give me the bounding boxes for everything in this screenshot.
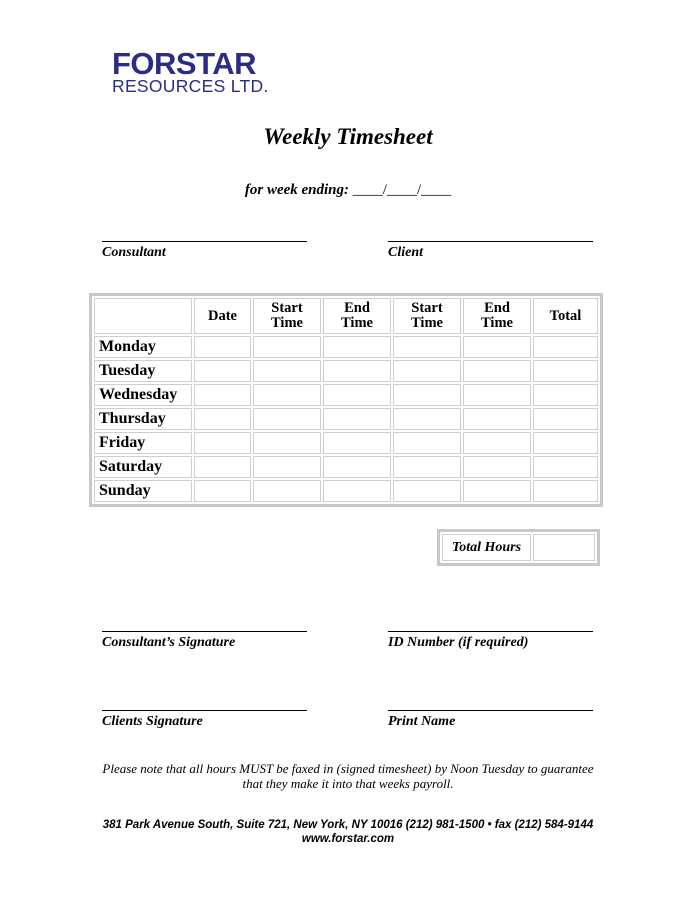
cell-wednesday-date[interactable] [194,384,251,406]
header-end-time-1-line1: End [344,300,370,316]
table-header-row [94,298,598,334]
header-start-time-2-line1: Start [411,300,443,316]
cell-thursday-total[interactable] [533,408,598,430]
day-label-saturday: Saturday [94,456,192,478]
week-ending-field[interactable] [0,182,696,199]
table-row-wednesday [94,384,598,406]
cell-tuesday-end-2[interactable] [463,360,531,382]
cell-tuesday-start-1[interactable] [253,360,321,382]
header-end-time-1-line2: Time [341,315,373,331]
cell-saturday-end-2[interactable] [463,456,531,478]
cell-sunday-end-1[interactable] [323,480,391,502]
cell-wednesday-end-2[interactable] [463,384,531,406]
table-row-thursday [94,408,598,430]
page-title: Weekly Timesheet [263,124,433,149]
cell-saturday-start-2[interactable] [393,456,461,478]
cell-monday-date[interactable] [194,336,251,358]
cell-saturday-start-1[interactable] [253,456,321,478]
cell-thursday-start-2[interactable] [393,408,461,430]
cell-wednesday-start-2[interactable] [393,384,461,406]
clients-signature-label: Clients Signature [102,714,203,729]
day-label-tuesday: Tuesday [94,360,192,382]
logo-wordmark: FORSTAR [112,46,257,81]
id-number-line[interactable] [388,631,593,632]
cell-monday-start-1[interactable] [253,336,321,358]
payroll-note-line2: that they make it into that weeks payroll. [242,776,454,791]
cell-thursday-end-1[interactable] [323,408,391,430]
table-row-friday [94,432,598,454]
header-start-time-1-line2: Time [271,315,303,331]
day-label-wednesday: Wednesday [94,384,192,406]
day-label-sunday: Sunday [94,480,192,502]
cell-tuesday-start-2[interactable] [393,360,461,382]
company-logo [112,46,282,96]
consultant-signature-line[interactable] [102,631,307,632]
total-hours-box [437,529,600,566]
header-blank-cell [94,298,192,334]
cell-saturday-date[interactable] [194,456,251,478]
cell-sunday-date[interactable] [194,480,251,502]
total-hours-input[interactable] [533,534,595,561]
cell-wednesday-start-1[interactable] [253,384,321,406]
cell-friday-date[interactable] [194,432,251,454]
table-row-saturday [94,456,598,478]
cell-friday-start-2[interactable] [393,432,461,454]
header-date: Date [194,298,251,334]
cell-wednesday-total[interactable] [533,384,598,406]
header-total: Total [533,298,598,334]
cell-friday-start-1[interactable] [253,432,321,454]
cell-friday-end-1[interactable] [323,432,391,454]
company-footer [0,818,696,846]
total-hours-label: Total Hours [442,534,531,561]
cell-tuesday-date[interactable] [194,360,251,382]
cell-monday-end-2[interactable] [463,336,531,358]
logo-subtitle: RESOURCES LTD. [112,76,269,96]
cell-saturday-total[interactable] [533,456,598,478]
table-row-sunday [94,480,598,502]
week-ending-blank[interactable]: ____/____/____ [349,182,452,198]
cell-tuesday-total[interactable] [533,360,598,382]
cell-monday-start-2[interactable] [393,336,461,358]
clients-signature-line[interactable] [102,710,307,711]
timesheet-table [89,293,603,507]
cell-monday-total[interactable] [533,336,598,358]
cell-wednesday-end-1[interactable] [323,384,391,406]
header-end-time-1 [323,298,391,334]
header-end-time-2-line2: Time [481,315,513,331]
consultant-label: Consultant [102,245,166,260]
cell-tuesday-end-1[interactable] [323,360,391,382]
header-start-time-1-line1: Start [271,300,303,316]
payroll-note [0,761,696,791]
consultant-line[interactable] [102,241,307,242]
cell-saturday-end-1[interactable] [323,456,391,478]
day-label-thursday: Thursday [94,408,192,430]
print-name-line[interactable] [388,710,593,711]
client-line[interactable] [388,241,593,242]
print-name-label: Print Name [388,714,456,729]
cell-sunday-total[interactable] [533,480,598,502]
id-number-label: ID Number (if required) [388,635,529,650]
cell-friday-total[interactable] [533,432,598,454]
day-label-monday: Monday [94,336,192,358]
header-start-time-1 [253,298,321,334]
header-end-time-2-line1: End [484,300,510,316]
footer-website: www.forstar.com [301,833,395,845]
cell-thursday-start-1[interactable] [253,408,321,430]
week-ending-label: for week ending [244,182,345,198]
header-start-time-2-line2: Time [411,315,443,331]
cell-sunday-start-1[interactable] [253,480,321,502]
cell-sunday-start-2[interactable] [393,480,461,502]
header-end-time-2 [463,298,531,334]
header-start-time-2 [393,298,461,334]
cell-friday-end-2[interactable] [463,432,531,454]
table-row-monday [94,336,598,358]
day-label-friday: Friday [94,432,192,454]
week-ending-colon: : [344,182,350,198]
cell-thursday-end-2[interactable] [463,408,531,430]
cell-sunday-end-2[interactable] [463,480,531,502]
client-label: Client [388,245,424,260]
consultant-signature-label: Consultant’s Signature [102,635,236,650]
payroll-note-line1: Please note that all hours MUST be faxed in (signed timesheet) by Noon Tuesday to guarantee [102,761,594,776]
table-row-tuesday [94,360,598,382]
cell-monday-end-1[interactable] [323,336,391,358]
cell-thursday-date[interactable] [194,408,251,430]
footer-address: 381 Park Avenue South, Suite 721, New York, NY 10016 (212) 981-1500 • fax (212) 584-9144 [102,819,594,831]
